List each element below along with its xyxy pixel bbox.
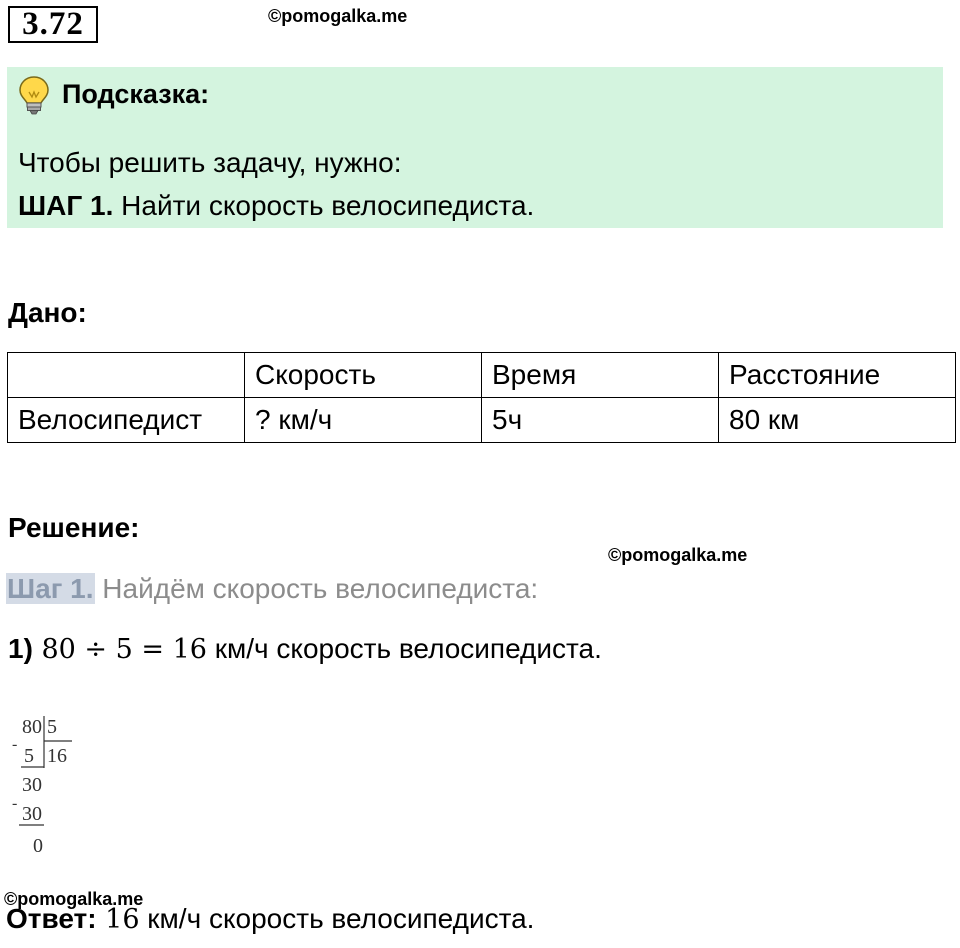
hint-step-text: Найти скорость велосипедиста. [113, 190, 535, 221]
answer-value: 16 [96, 904, 140, 935]
solution-label: Решение: [8, 512, 140, 543]
given-table [7, 352, 956, 443]
table-cell: ? км/ч [245, 398, 482, 443]
table-cell: 5ч [482, 398, 719, 443]
given-label: Дано: [8, 297, 87, 328]
minus-sign: - [12, 795, 18, 812]
calc-text: км/ч скорость велосипедиста. [206, 633, 602, 664]
calculation-line [8, 633, 602, 665]
task-number: 3.72 [8, 6, 98, 43]
calc-number: 1) [8, 633, 33, 664]
long-division [8, 712, 88, 862]
table-header-cell: Расстояние [719, 353, 956, 398]
division-step: 30 [22, 774, 42, 796]
table-header-cell: Скорость [245, 353, 482, 398]
table-header-cell: Время [482, 353, 719, 398]
watermark-bottom: ©pomogalka.me [4, 889, 144, 909]
hint-box [7, 67, 943, 228]
minus-sign: - [12, 736, 18, 753]
table-header-row [8, 353, 956, 398]
division-divisor: 5 [47, 716, 57, 738]
division-quotient: 16 [47, 745, 67, 767]
lightbulb-icon [17, 75, 51, 115]
hint-step [18, 190, 534, 222]
hint-text: Чтобы решить задачу, нужно: [18, 147, 402, 178]
watermark-middle: ©pomogalka.me [608, 545, 748, 565]
division-step: 5 [24, 745, 34, 767]
table-header-cell [8, 353, 245, 398]
solution-step [6, 573, 538, 605]
hint-step-label: ШАГ 1. [18, 190, 114, 221]
division-step: 30 [22, 803, 42, 825]
answer-line [6, 903, 534, 935]
table-row [8, 398, 956, 443]
watermark-top: ©pomogalka.me [268, 6, 408, 26]
table-cell: Велосипедист [8, 398, 245, 443]
hint-title: Подсказка: [62, 79, 210, 109]
division-step: 0 [33, 835, 43, 857]
answer-text: км/ч скорость велосипедиста. [139, 903, 535, 934]
step-badge: Шаг 1. [7, 573, 94, 604]
division-dividend: 80 [22, 716, 42, 738]
table-cell: 80 км [719, 398, 956, 443]
step-text: Найдём скорость велосипедиста: [94, 573, 539, 604]
answer-label: Ответ: [6, 903, 97, 934]
calc-expression: 80 ÷ 5 = 16 [32, 634, 207, 665]
